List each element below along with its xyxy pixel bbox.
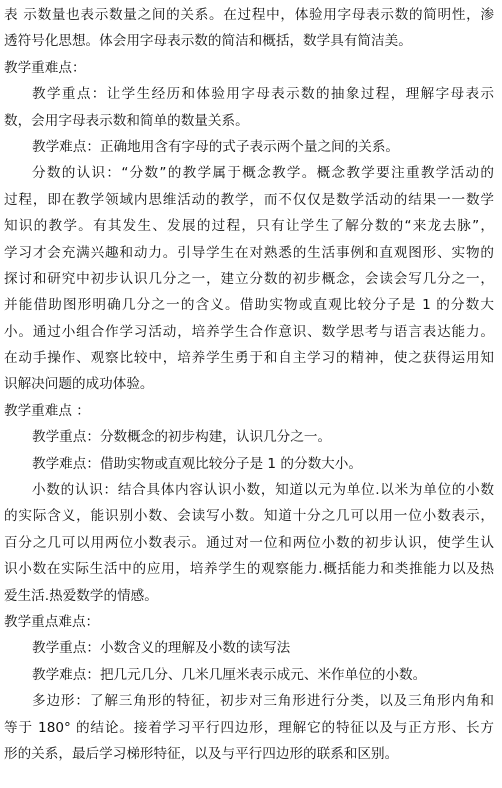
- text-line: 教学重点：分数概念的初步构建，认识几分之一。: [32, 429, 332, 446]
- text-line: 过程，即在教学领域内思维活动的教学，而不仅仅是数学活动的结果一一数学: [4, 191, 494, 208]
- text-line: 的实际含义，能识别小数、会读写小数。知道十分之几可以用一位小数表示，: [4, 508, 494, 525]
- text-line: 教学难点：把几元几分、几米几厘米表示成元、米作单位的小数。: [32, 666, 427, 683]
- text-line: 教学重点：小数含义的理解及小数的读写法: [32, 640, 291, 657]
- text-line: 爱生活.热爱数学的情感。: [4, 587, 158, 604]
- text-line: 识小数在实际生活中的应用，培养学生的观察能力.概括能力和类推能力以及热: [4, 561, 494, 578]
- text-line: 教学难点：借助实物或直观比较分子是 1 的分数大小。: [32, 455, 362, 472]
- text-line: 等于 180° 的结论。接着学习平行四边形，理解它的特征以及与正方形、长方: [4, 719, 494, 736]
- text-line: 在动手操作、观察比较中，培养学生勇于和自主学习的精神，使之获得运用知: [4, 350, 494, 367]
- text-line: 多边形：了解三角形的特征，初步对三角形进行分类，以及三角形内角和: [32, 693, 494, 710]
- text-line: 透符号化思想。体会用字母表示数的简洁和概括，数学具有简洁美。: [4, 33, 412, 50]
- text-line: 知识的教学。有其发生、发展的过程，只有让学生了解分数的“来龙去脉”，: [4, 218, 494, 235]
- document-body: [4, 2, 494, 767]
- text-line: 探讨和研究中初步认识几分之一，建立分数的初步概念，会读会写几分之一，: [4, 270, 494, 287]
- text-line: 分数的认识：“分数”的教学属于概念教学。概念教学要注重教学活动的: [32, 165, 494, 182]
- text-line: 小。通过小组合作学习活动，培养学生合作意识、数学思考与语言表达能力。: [4, 323, 494, 340]
- text-line: 学习才会充满兴趣和动力。引导学生在对熟悉的生活事例和直观图形、实物的: [4, 244, 494, 261]
- text-line: 表 示数量也表示数量之间的关系。在过程中，体验用字母表示数的简明性，渗: [4, 7, 494, 23]
- text-line: 教学重点：让学生经历和体验用字母表示数的抽象过程，理解字母表示: [32, 86, 494, 103]
- text-line: 教学重点难点：: [4, 613, 100, 630]
- text-line: 数，会用字母表示数和简单的数量关系。: [4, 112, 249, 129]
- text-line: 形的关系，最后学习梯形特征，以及与平行四边形的联系和区别。: [4, 745, 399, 762]
- text-line: 教学重难点：: [4, 59, 86, 76]
- text-line: 并能借助图形明确几分之一的含义。借助实物或直观比较分子是 1 的分数大: [4, 297, 494, 314]
- text-line: 百分之几可以用两位小数表示。通过对一位和两位小数的初步认识，使学生认: [4, 534, 494, 551]
- text-line: 教学难点：正确地用含有字母的式子表示两个量之间的关系。: [32, 138, 400, 155]
- text-line: 识解决问题的成功体验。: [4, 376, 154, 393]
- text-line: 教学重难点 ：: [4, 402, 90, 419]
- text-line: 小数的认识：结合具体内容认识小数，知道以元为单位.以米为单位的小数: [32, 482, 494, 499]
